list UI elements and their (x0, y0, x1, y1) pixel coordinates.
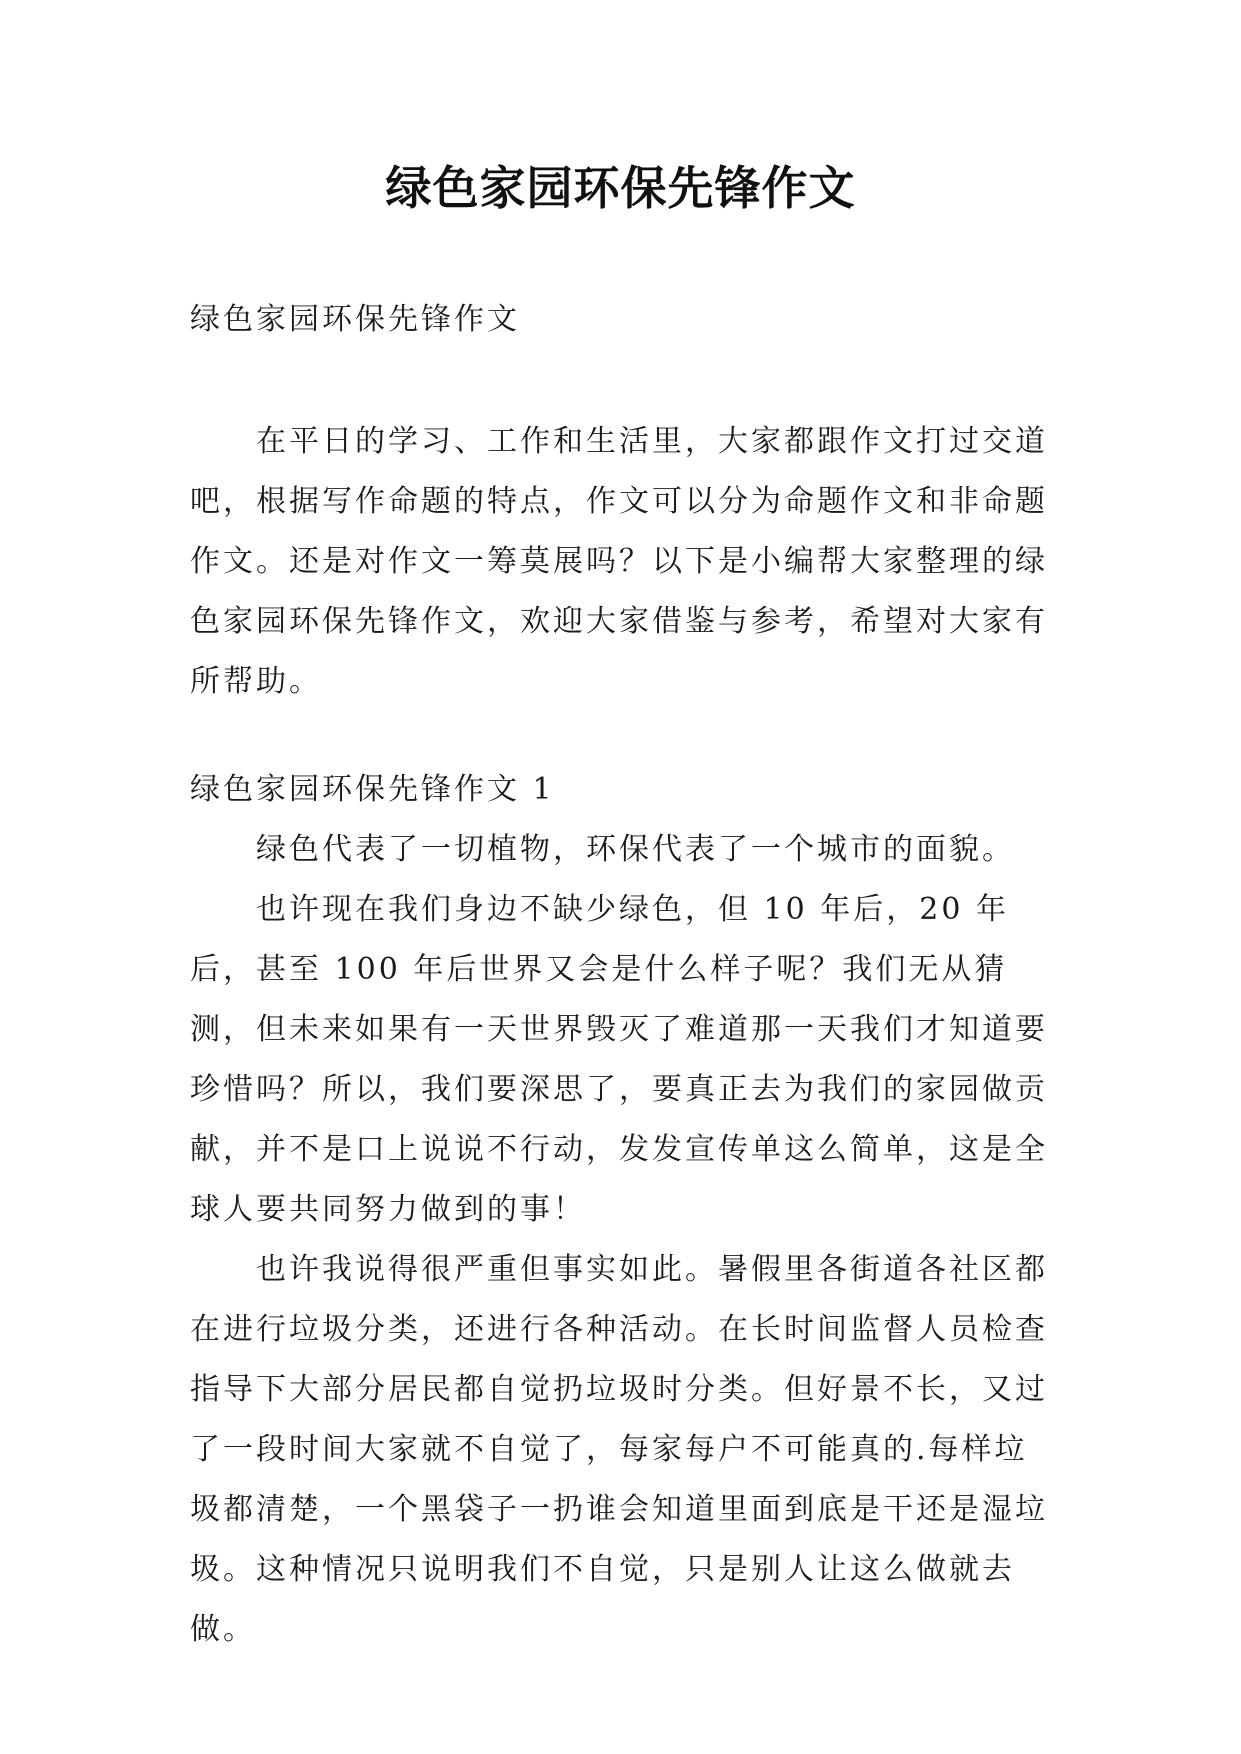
body-paragraph: 绿色代表了一切植物，环保代表了一个城市的面貌。 (256, 832, 1015, 867)
document-subtitle: 绿色家园环保先锋作文 (190, 302, 520, 337)
body-paragraph: 也许现在我们身边不缺少绿色，但 10 年后，20 年后，甚至 100 年后世界又会是什么样子呢？我们无从猜测，但未来如果有一天世界毁灭了难道那一天我们才知道要珍惜吗？所以，我们要深思了，要真正去为我们的家园做贡献，并不是口上说说不行动，发发宣传单这么简单，这是全球人要共同努力做到的事！ (190, 892, 1048, 1227)
body-paragraph: 也许我说得很严重但事实如此。暑假里各街道各社区都在进行垃圾分类，还进行各种活动。在长时间监督人员检查指导下大部分居民都自觉扔垃圾时分类。但好景不长，又过了一段时间大家就不自觉了，每家每户不可能真的.每样垃圾都清楚，一个黑袋子一扔谁会知道里面到底是干还是湿垃圾。这种情况只说明我们不自觉，只是别人让这么做就去做。 (190, 1252, 1048, 1647)
spacer (190, 350, 1060, 412)
intro-paragraph: 在平日的学习、工作和生活里，大家都跟作文打过交道吧，根据写作命题的特点，作文可以分为命题作文和非命题作文。还是对作文一筹莫展吗？以下是小编帮大家整理的绿色家园环保先锋作文，欢迎大家借鉴与参考，希望对大家有所帮助。 (190, 424, 1048, 699)
document-title: 绿色家园环保先锋作文 (385, 161, 856, 215)
document-body (190, 290, 1060, 1660)
spacer (190, 712, 1060, 760)
section-heading: 绿色家园环保先锋作文 1 (190, 772, 555, 807)
